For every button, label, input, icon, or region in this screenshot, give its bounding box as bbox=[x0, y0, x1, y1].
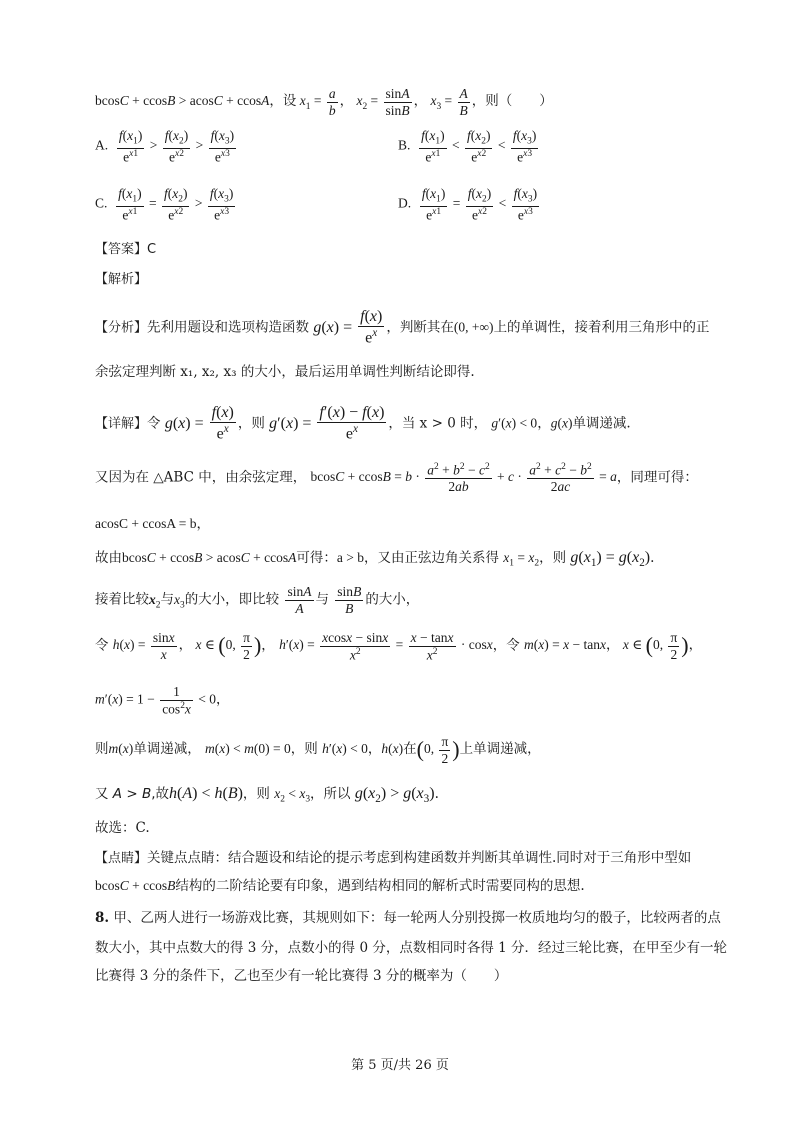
option-b-label: B. bbox=[398, 137, 411, 153]
dianjing-line1: 【点睛】关键点点睛：结合题设和结论的提示考虑到构建函数并判断其单调性.同时对于三角形中型如 bbox=[95, 850, 692, 866]
detail-line1: 【详解】令 g(x) = $\frac{f(x)}{e^x}$ ，则 g′(x) = $\frac{f'(x) - f(x)}{e^x}$ ，当 x > 0 时， g′(x) < 0，g(x)单调递减. bbox=[95, 404, 631, 443]
option-c-label: C. bbox=[95, 195, 108, 211]
option-d-label: D. bbox=[398, 195, 412, 211]
detail-line6: 令 h(x) = $\frac{\sin x}{x}$ ， x ∈ (0, $\frac{\pi}{2}$ )， h′(x) = $\frac{xcosx - \sin x}{x^2}$ = $\frac{x - \tan x}{x^2}$ · cosx，令 m(x) = x − tanx， x ∈ (0, $\frac{\pi}{2}$ )， bbox=[95, 630, 703, 663]
option-d: D. $\frac{f(x_1)}{e^{x1}}$ = $\frac{f(x_2)}{e^{x2}}$ < $\frac{f(x_3)}{e^{x3}}$ bbox=[398, 186, 538, 223]
detail-line9: 又 A > B,故h(A) < h(B)，则 $x_2 < x_3$，所以 $g(x_2) > g(x_3)$. bbox=[95, 785, 439, 806]
q8-line2: 数大小，其中点数大的得 3 分，点数小的得 0 分，点数相同时各得 1 分．经过三轮比赛，在甲至少有一轮 bbox=[95, 940, 728, 956]
detail-line4: 故由bcosC + ccosB > acosC + ccosA可得：a > b，又由正弦边角关系得 $x_1 = x_2$，则 $g(x_1) = g(x_2)$. bbox=[95, 549, 655, 570]
analysis-fenxi: 【分析】先利用题设和选项构造函数 g(x) = $\frac{f(x)}{e^x}$ ，判断其在(0, +∞)上的单调性，接着利用三角形中的正 bbox=[95, 308, 710, 347]
conclusion: 故选：C. bbox=[95, 820, 150, 836]
q7-stem: bcosC + ccosB > acosC + ccosA，设 $x_1$ = $\frac{a}{b}$ ， $x_2$ = $\frac{\sin A}{\sin B}$ ， $x_3$ = $\frac{A}{B}$ ，则（ ） bbox=[95, 86, 553, 118]
answer-value: C bbox=[147, 242, 157, 257]
q8-line1: 8. 甲、乙两人进行一场游戏比赛，其规则如下：每一轮两人分别投掷一枚质地均匀的骰子，比较两者的点 bbox=[95, 910, 721, 926]
detail-line3: acosC + ccosA = b， bbox=[95, 516, 210, 531]
option-a: A. $\frac{f(x_1)}{e^{x1}}$ > $\frac{f(x_2)}{e^{x2}}$ > $\frac{f(x_3)}{e^{x3}}$ bbox=[95, 128, 235, 165]
dianjing-line2: bcosC + ccosB结构的二阶结论要有印象，遇到结构相同的解析式时需要同构的思想. bbox=[95, 878, 585, 894]
analysis-tag: 【解析】 bbox=[95, 272, 148, 287]
option-b: B. $\frac{f(x_1)}{e^{x1}}$ < $\frac{f(x_2)}{e^{x2}}$ < $\frac{f(x_3)}{e^{x3}}$ bbox=[398, 128, 537, 165]
option-a-label: A. bbox=[95, 137, 109, 153]
page-footer: 第 5 页/共 26 页 bbox=[351, 1058, 449, 1073]
detail-line5: 接着比较$x_2$与$x_3$的大小，即比较 $\frac{\sin A}{A}$ 与 $\frac{\sin B}{B}$ 的大小， bbox=[95, 584, 420, 616]
analysis-fenxi-line2: 余弦定理判断 x₁, x₂, x₃ 的大小，最后运用单调性判断结论即得. bbox=[95, 364, 475, 380]
q8-line3: 比赛得 3 分的条件下，乙也至少有一轮比赛得 3 分的概率为（ ） bbox=[95, 968, 508, 984]
q8-number: 8. bbox=[95, 910, 110, 926]
answer-line bbox=[95, 242, 156, 258]
answer-tag: 【答案】 bbox=[95, 242, 148, 257]
detail-line2: 又因为在 △ABC 中，由余弦定理， bcosC + ccosB = b · $\frac{a^2 + b^2 - c^2}{2ab}$ + c · $\frac{a^2 + c^2 - b^2}{2ac}$ = a，同理可得： bbox=[95, 462, 698, 495]
detail-line8: 则m(x)单调递减， m(x) < m(0) = 0，则 h′(x) < 0，h(x)在(0, $\frac{\pi}{2}$ )上单调递减， bbox=[95, 734, 541, 766]
option-c: C. $\frac{f(x_1)}{e^{x1}}$ = $\frac{f(x_2)}{e^{x2}}$ > $\frac{f(x_3)}{e^{x3}}$ bbox=[95, 186, 234, 223]
detail-line7: m′(x) = 1 − $\frac{1}{\cos^2x}$ < 0， bbox=[95, 684, 230, 717]
